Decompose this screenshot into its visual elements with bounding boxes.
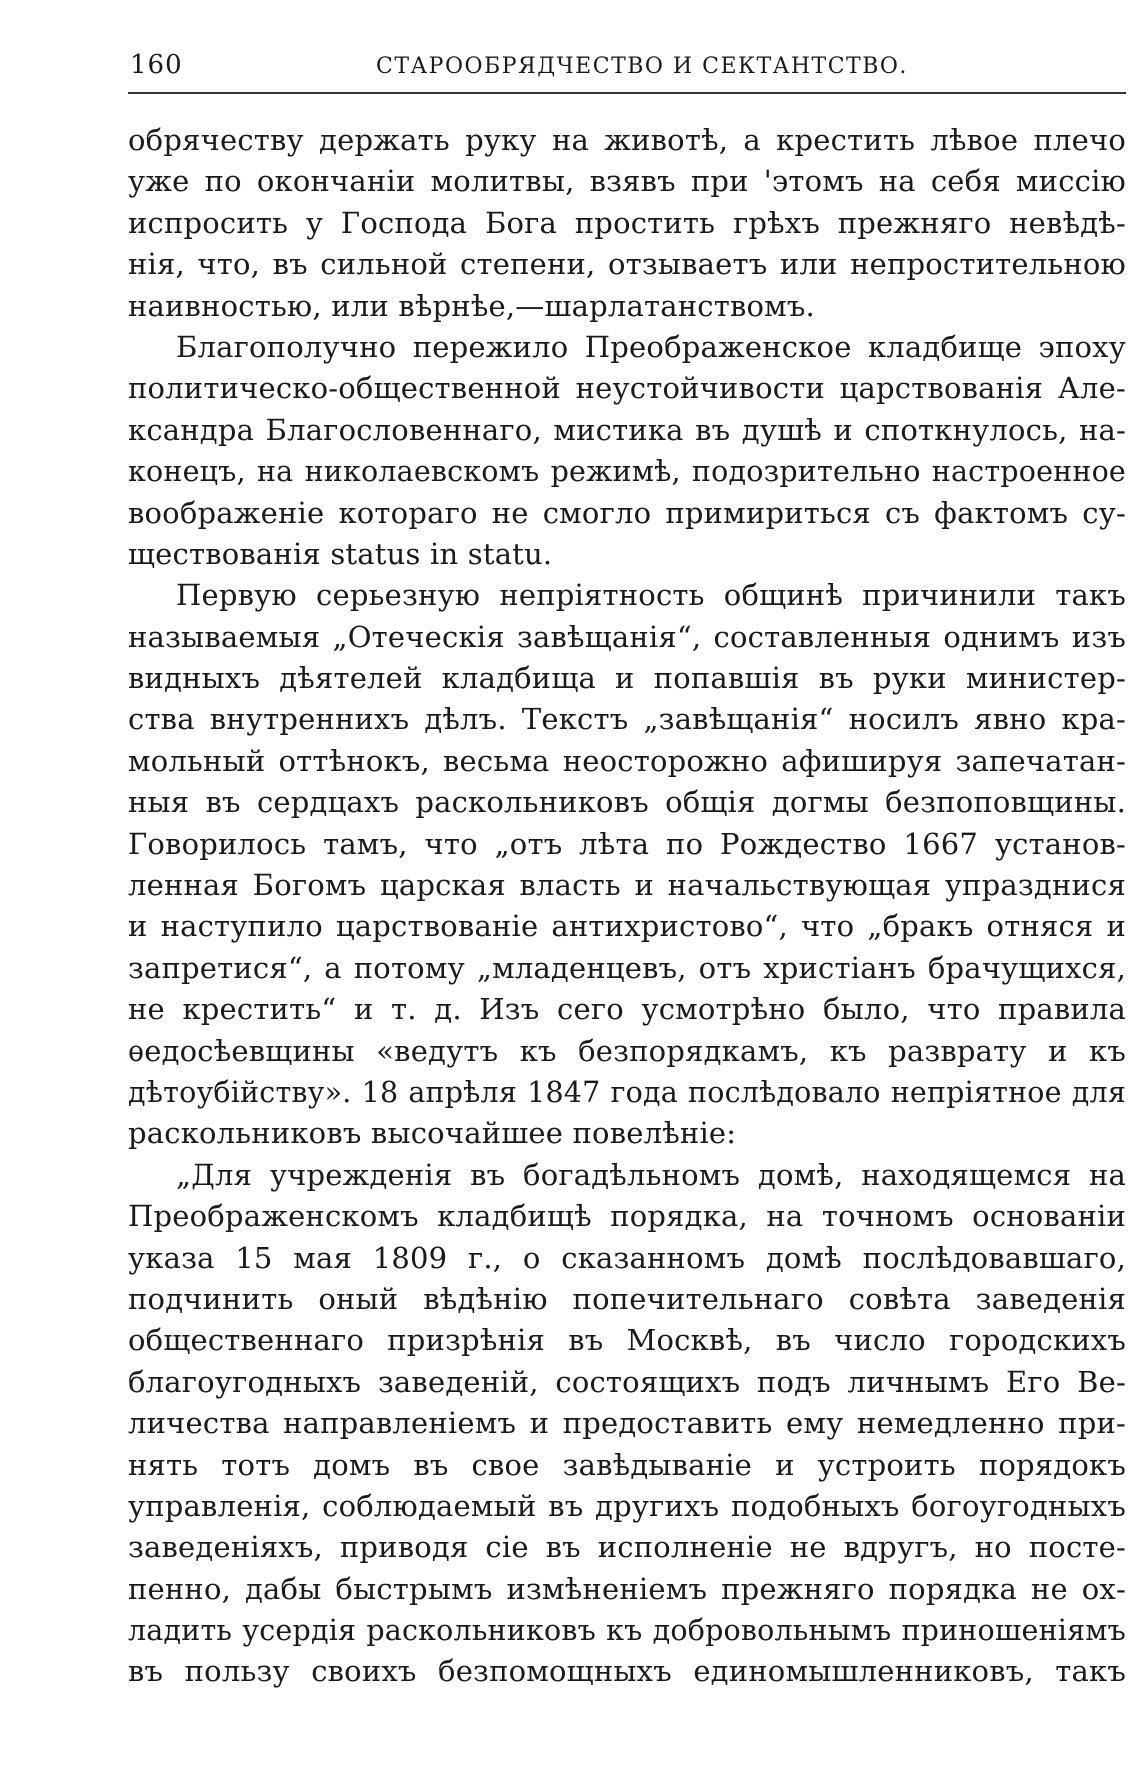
text-line: не крестить“ и т. д. Изъ сего усмотрѣно было, что правила — [128, 992, 1126, 1027]
text-line: Преображенскомъ кладбищѣ порядка, на точномъ основаніи — [128, 1199, 1126, 1234]
text-line: ладить усердія раскольниковъ къ добровольнымъ приношеніямъ — [128, 1614, 1126, 1648]
running-title: СТАРООБРЯДЧЕСТВО И СЕКТАНТСТВО. — [376, 54, 908, 79]
text-line: называемыя „Отеческія завѣщанія“, составленныя однимъ изъ — [128, 619, 1126, 654]
page-body — [128, 120, 1126, 1693]
text-line: видныхъ дѣятелей кладбища и попавшія въ руки министер- — [128, 661, 1126, 696]
text-line: уже по окончаніи молитвы, взявъ при 'этомъ на себя миссію — [128, 164, 1126, 199]
text-line: воображеніе котораго не смогло примириться съ фактомъ су- — [128, 495, 1126, 530]
text-line: нія, что, въ сильной степени, отзываетъ или непростительною — [128, 247, 1126, 282]
text-line: испросить у Господа Бога простить грѣхъ прежняго невѣдѣ- — [128, 205, 1126, 240]
text-line: ныя въ сердцахъ раскольниковъ общія догмы безпоповщины. — [128, 785, 1126, 820]
text-line: личества направленіемъ и предоставить ему немедленно при- — [128, 1406, 1126, 1441]
text-line: въ пользу своихъ безпомощныхъ единомышленниковъ, такъ — [128, 1654, 1126, 1689]
text-line: управленія, соблюдаемый въ другихъ подобныхъ богоугодныхъ — [128, 1488, 1126, 1523]
text-line: ѳедосѣевщины «ведутъ къ безпорядкамъ, къ разврату и къ — [128, 1033, 1126, 1068]
text-line: конецъ, на николаевскомъ режимѣ, подозрительно настроенное — [128, 455, 1126, 489]
text-line: заведеніяхъ, приводя сіе въ исполненіе не вдругъ, но посте- — [128, 1530, 1126, 1565]
paragraph-1 — [128, 120, 1126, 327]
text-line: пенно, дабы быстрымъ измѣненіемъ прежняго порядка не ох- — [128, 1571, 1126, 1606]
text-line: Благополучно пережило Преображенское кладбище эпоху — [176, 329, 1126, 364]
paragraph-4 — [128, 1155, 1126, 1693]
text-line: ства внутреннихъ дѣлъ. Текстъ „завѣщанія“ носилъ явно кра- — [128, 702, 1126, 737]
header-rule — [128, 92, 1126, 94]
text-line: нять тотъ домъ въ свое завѣдываніе и устроить порядокъ — [128, 1447, 1126, 1482]
text-line: политическо-общественной неустойчивости царствованія Але- — [128, 371, 1126, 406]
page-header — [128, 40, 1126, 82]
text-line: ксандра Благословеннаго, мистика въ душѣ и споткнулось, на- — [128, 412, 1126, 447]
text-line: благоугодныхъ заведеній, состоящихъ подъ личнымъ Его Ве- — [128, 1364, 1126, 1399]
text-line: общественнаго призрѣнія въ Москвѣ, въ число городскихъ — [128, 1323, 1126, 1358]
text-line: дѣтоубійству». 18 апрѣля 1847 года послѣдовало непріятное для — [128, 1075, 1126, 1109]
text-line: Говорилось тамъ, что „отъ лѣта по Рождество 1667 установ- — [128, 826, 1126, 861]
text-line: „Для учрежденія въ богадѣльномъ домѣ, находящемся на — [176, 1157, 1126, 1192]
paragraph-3 — [128, 575, 1126, 1154]
text-line: ществованія status in statu. — [128, 536, 553, 571]
page-number: 160 — [130, 50, 183, 80]
text-line: мольный оттѣнокъ, весьма неосторожно афишируя запечатан- — [128, 743, 1126, 778]
text-line: указа 15 мая 1809 г., о сказанномъ домѣ послѣдовавшаго, — [128, 1240, 1126, 1275]
text-line: обрячеству держать руку на животѣ, а крестить лѣвое плечо — [128, 123, 1126, 157]
paragraph-2 — [128, 327, 1126, 575]
text-line: раскольниковъ высочайшее повелѣніе: — [128, 1116, 737, 1151]
text-line: ленная Богомъ царская власть и начальствующая упразднися — [128, 868, 1126, 903]
text-line: наивностью, или вѣрнѣе,—шарлатанствомъ. — [128, 288, 815, 323]
text-line: запретися“, а потому „младенцевъ, отъ христіанъ брачущихся, — [128, 950, 1126, 985]
text-line: Первую серьезную непріятность общинѣ причинили такъ — [176, 578, 1126, 613]
book-page — [128, 40, 1126, 1689]
text-line: подчинить оный вѣдѣнію попечительнаго совѣта заведенія — [128, 1281, 1126, 1316]
text-line: и наступило царствованіе антихристово“, что „бракъ отняся и — [128, 909, 1126, 944]
